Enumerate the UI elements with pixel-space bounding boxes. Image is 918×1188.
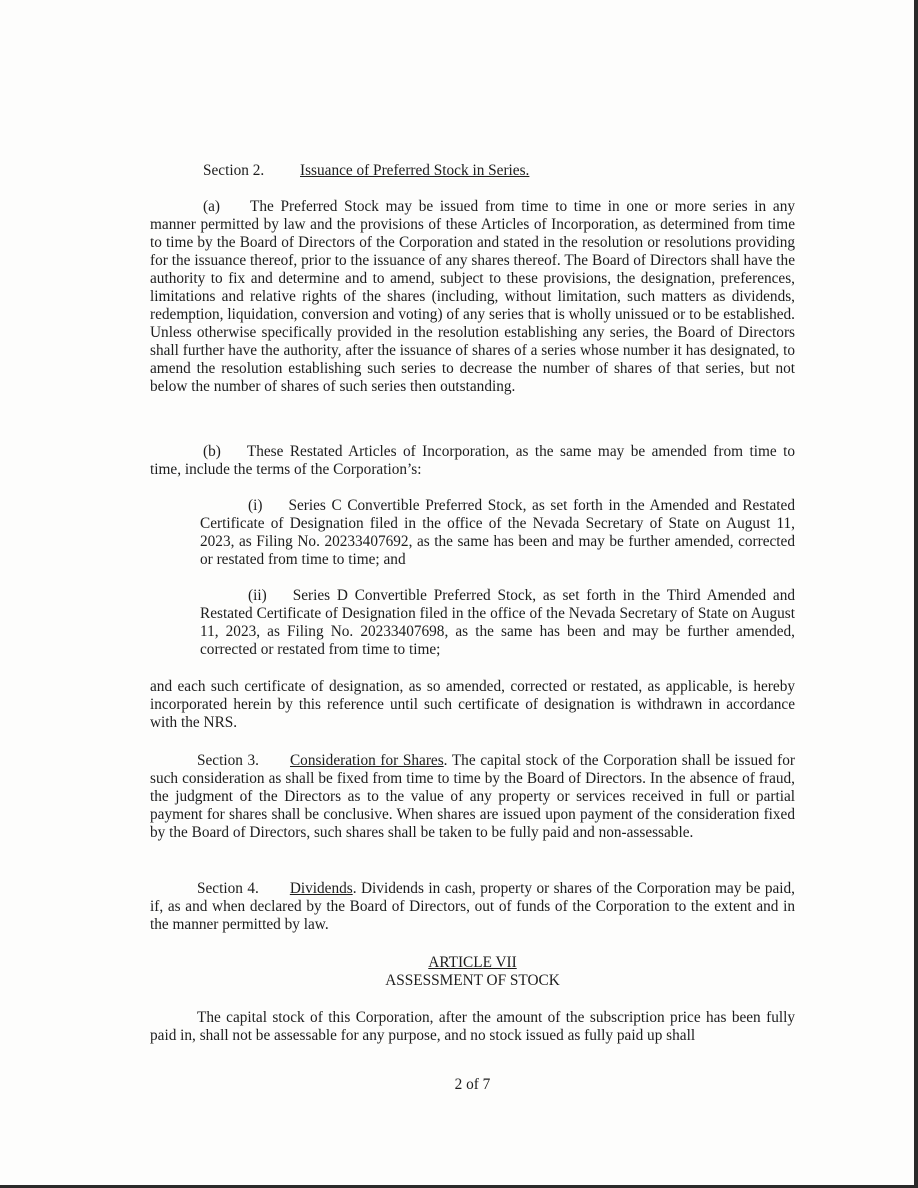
- section-3-text: . The capital stock of the Corporation shall be issued for such consideration as shall be fixed from time to time by the Board of Directors. In the absence of fraud, the judgment of the Directors as to the value of any property or services received in full or partial payment for shares shall be conclusive. When shares are issued upon payment of the consideration fixed by the Board of Directors, such shares shall be taken to be fully paid and non-assessable.: [150, 752, 796, 841]
- item-i: [200, 497, 795, 569]
- item-ii-text: Series D Convertible Preferred Stock, as set forth in the Third Amended and Restated Certificate of Designation filed in the office of the Nevada Secretary of State on August 11, 2023, as Filing No. 20233407698, as the same has been and may be further amended, corrected or restated from time to time;: [200, 587, 795, 658]
- paragraph-a-text: The Preferred Stock may be issued from time to time in one or more series in any manner permitted by law and the provisions of these Articles of Incorporation, as determined from time to time by the Board of Directors of the Corporation and stated in the resolution or resolutions providing for the issuance thereof, prior to the issuance of any shares thereof. The Board of Directors shall have the authority to fix and determine and to amend, subject to these provisions, the designation, preferences, limitations and relative rights of the shares (including, without limitation, such matters as dividends, redemption, liquidation, conversion and voting) of any series that is wholly unissued or to be established. Unless otherwise specifically provided in the resolution establishing any series, the Board of Directors shall further have the authority, after the issuance of shares of a series whose number it has designated, to amend the resolution establishing such series to decrease the number of shares of that series, but not below the number of shares of such series then outstanding.: [150, 198, 795, 395]
- scan-edge-right: [914, 0, 918, 1188]
- article-7-subheading: ASSESSMENT OF STOCK: [385, 972, 560, 989]
- article-7-heading: ARTICLE VII: [428, 954, 517, 971]
- paragraph-a: [150, 198, 795, 396]
- paragraph-b: [150, 443, 795, 479]
- section-2-heading: [203, 162, 529, 180]
- section-3-label: Section 3.: [197, 752, 259, 769]
- paragraph-a-marker: (a): [203, 198, 220, 215]
- certificate-paragraph-text: and each such certificate of designation, as so amended, corrected or restated, as applicable, is hereby incorporated herein by this reference until such certificate of designation is withdrawn in accordance with the NRS.: [150, 678, 795, 731]
- section-4-title: Dividends: [289, 880, 353, 897]
- paragraph-b-text: These Restated Articles of Incorporation, as the same may be amended from time to time, include the terms of the Corporation’s:: [150, 443, 795, 478]
- article-7-text: The capital stock of this Corporation, after the amount of the subscription price has been fully paid in, shall not be assessable for any purpose, and no stock issued as fully paid up shall: [150, 1009, 795, 1044]
- item-i-marker: (i): [248, 497, 263, 514]
- item-ii: [200, 587, 795, 659]
- certificate-paragraph: [150, 678, 795, 732]
- section-3-title: Consideration for Shares: [289, 752, 444, 769]
- section-4-label: Section 4.: [197, 880, 259, 897]
- paragraph-b-marker: (b): [203, 443, 221, 460]
- item-i-text: Series C Convertible Preferred Stock, as set forth in the Amended and Restated Certificate of Designation filed in the office of the Nevada Secretary of State on August 11, 2023, as Filing No. 20233407692, as the same has been and may be further amended, corrected or restated from time to time; and: [200, 497, 795, 568]
- page-number: 2 of 7: [454, 1076, 491, 1093]
- section-4: [150, 880, 795, 934]
- section-2-label: Section 2.: [203, 162, 265, 179]
- article-7-paragraph: [150, 1009, 795, 1045]
- section-3: [150, 752, 795, 842]
- section-4-text: . Dividends in cash, property or shares of the Corporation may be paid, if, as and when declared by the Board of Directors, out of funds of the Corporation to the extent and in the manner permitted by law.: [150, 880, 795, 933]
- section-2-title: Issuance of Preferred Stock in Series.: [300, 162, 530, 179]
- item-ii-marker: (ii): [248, 587, 267, 604]
